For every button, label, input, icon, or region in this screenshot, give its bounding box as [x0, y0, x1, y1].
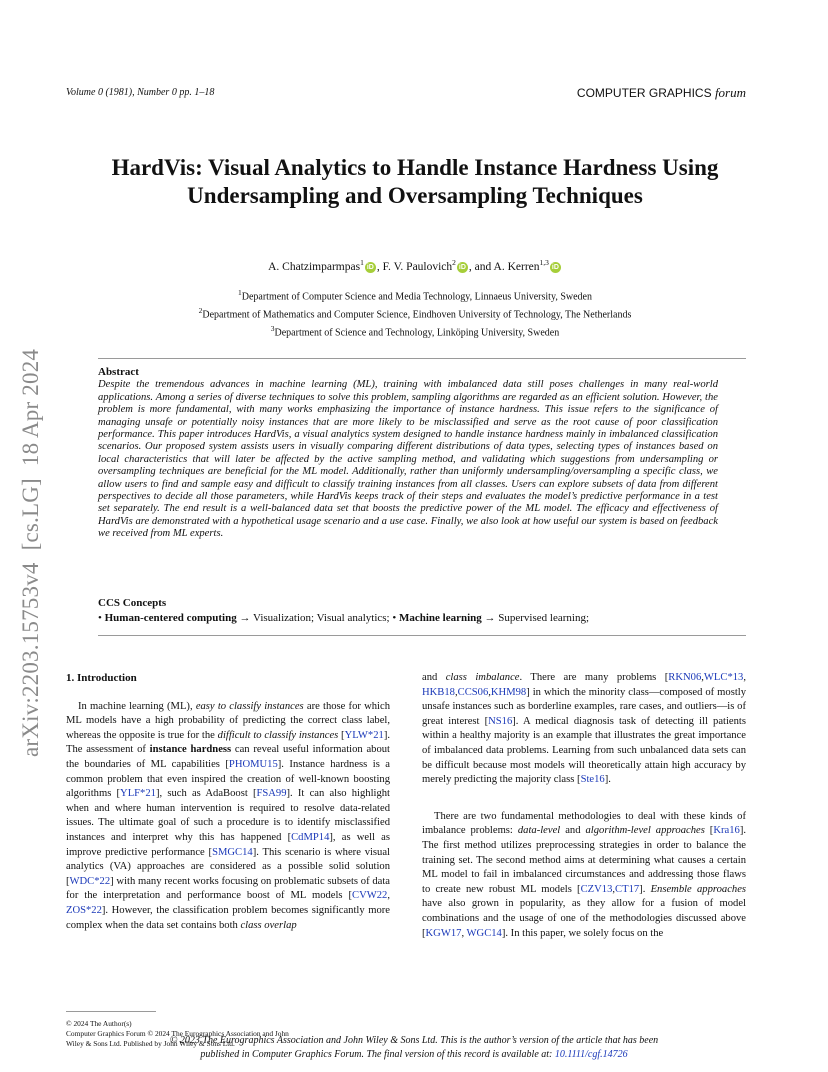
emphasis: class imbalance — [445, 672, 520, 683]
text: There are two fundamental methodologies to deal with these kinds of imbalance problems: — [422, 810, 746, 837]
citation-link[interactable]: CT17 — [615, 883, 640, 895]
text: ]. In this paper, we solely focus on the — [501, 927, 664, 939]
arrow-icon: → — [239, 612, 251, 624]
title-line-2: Undersampling and Oversampling Techniques — [187, 183, 643, 208]
author-sep-1: , — [376, 260, 383, 273]
citation-link[interactable]: WLC*13 — [703, 672, 744, 683]
arxiv-stamp — [14, 287, 48, 757]
version-notice — [100, 1034, 728, 1061]
copyright-line: © 2024 The Author(s) — [66, 1019, 132, 1028]
abstract — [98, 366, 718, 541]
abstract-heading: Abstract — [98, 366, 139, 378]
abstract-text: Despite the tremendous advances in machine learning (ML), training with imbalanced data still poses challenges in many real-world applications. Among a series of diverse techniques to solve this problem, sampling algorithms are regarded as an efficient solution. However, the problem is more fundamental, with many works emphasizing the importance of instance hardness. This issue refers to the significance of managing unsafe or potentially noisy instances that are more likely to be misclassified and serve as the root cause of poor classification performance. This paper introduces HardVis, a visual analytics system designed to handle instance hardness mainly in imbalanced classification scenarios. Our proposed system assists users in visually comparing different distributions of data types, selecting types of instances based on local characteristics that will later be affected by the active sampling method, and validating which suggestions from undersampling or oversampling techniques are beneficial for the ML model. Additionally, rather than uniformly undersampling/oversampling a specific class, we allow users to find and sample easy and difficult to classify training instances from all classes. Users can explore subsets of data from different perspectives to decide all those parameters, while HardVis keeps track of their steps and evaluates the model’s predictive performance in a test set separately. The end result is a well-balanced data set that boosts the predictive power of the ML model. The efficacy and effectiveness of HardVis are demonstrated with a hypothetical usage scenario and a use case. Finally, we also look at how useful our system is based on feedback we received from ML experts. — [98, 379, 718, 540]
text: are those for which ML models have a high probability of predicting the correct class label, whereas the opposite is true for the — [66, 700, 390, 741]
citation-link[interactable]: YLF*21 — [120, 788, 156, 800]
text: , — [387, 890, 390, 902]
text: ]. The first method utilizes preprocessing strategies in order to balance the training set. The second method aims at determining what causes a certain ML model to fail in imbalanced circumstances and addressing those flaws to create new robust ML models [ — [422, 825, 746, 895]
paper-title — [60, 154, 770, 210]
footnote-divider — [66, 1011, 156, 1012]
text: ]. This scenario is where visual analytics (VA) approaches are considered as a possible solid solution [ — [66, 846, 391, 887]
text: , — [488, 686, 491, 698]
copyright-line: Computer Graphics Forum © 2024 The Eurographics Association and John — [66, 1029, 289, 1039]
citation-link[interactable]: WGC14 — [466, 927, 502, 939]
text: have also grown in popularity, as they allow for a fusion of model combinations and the usage of one of the methodologies discussed above [ — [422, 898, 746, 939]
citation-link[interactable]: CCS06 — [457, 686, 489, 698]
version-text: published in Computer Graphics Forum. The final version of this record is available at: — [200, 1048, 555, 1060]
text: , — [612, 883, 616, 895]
text: ] with many recent works focusing on problematic subsets of data for the interpretation and performance boost of ML models [ — [66, 875, 390, 902]
citation-link[interactable]: ZOS*22 — [66, 904, 102, 916]
text: ]. A medical diagnosis task of detecting ill patients within a healthy majority is an example that illustrates the great importance of imbalanced data problems. Learning from such unbalanced data sets can be difficult because most models will theoretically attain high accuracy by merely predicting the majority class [ — [422, 715, 746, 786]
affiliation-3 — [60, 322, 770, 340]
paragraph-gap — [422, 788, 746, 810]
citation-link[interactable]: KGW17 — [425, 927, 462, 939]
affiliation-2 — [60, 304, 770, 322]
arxiv-id: arXiv:2203.15753v4 — [18, 562, 43, 757]
text: [ — [704, 825, 714, 837]
citation-link[interactable]: CVW22 — [352, 890, 388, 902]
citation-link[interactable]: WDC*22 — [69, 875, 111, 887]
text: and — [560, 825, 586, 837]
bullet-icon: • — [98, 612, 102, 624]
affiliations — [60, 286, 770, 339]
emphasis: data-level — [517, 825, 561, 837]
text: ], such as AdaBoost [ — [155, 788, 257, 800]
version-line-2 — [100, 1048, 728, 1062]
paragraph — [66, 700, 390, 934]
orcid-icon[interactable]: iD — [551, 263, 559, 271]
section-title: 1. Introduction — [66, 672, 137, 684]
ccs-concept-2-detail: Supervised learning; — [498, 612, 589, 624]
citation-link[interactable]: Ste16 — [580, 774, 605, 786]
journal-info: Volume 0 (1981), Number 0 pp. 1–18 — [66, 87, 215, 98]
arrow-icon: → — [484, 612, 496, 624]
left-column — [66, 671, 390, 933]
emphasis: algorithm-level approaches — [585, 825, 705, 837]
text: ]. — [604, 774, 611, 786]
author-2: F. V. Paulovich — [382, 260, 453, 273]
paragraph — [422, 671, 746, 788]
text: [ — [338, 729, 345, 741]
citation-link[interactable]: SMGC14 — [212, 846, 253, 858]
emphasis: easy to classify instances — [195, 700, 304, 712]
citation-link[interactable]: CZV13 — [580, 883, 613, 895]
affiliation-3-sup: 3 — [270, 323, 275, 333]
copyright-line: Wiley & Sons Ltd. Published by John Wiley & Sons Ltd. — [66, 1039, 235, 1049]
arxiv-category: [cs.LG] — [18, 478, 43, 551]
citation-link[interactable]: PHOMU15 — [228, 758, 278, 770]
right-column — [422, 671, 746, 941]
text: and — [422, 672, 446, 683]
version-line-1: © 2023 The Eurographics Association and John Wiley & Sons Ltd. This is the author’s version of the article that has been — [169, 1035, 659, 1046]
text: , — [454, 686, 458, 698]
citation-link[interactable]: HKB18 — [422, 686, 455, 698]
ccs-concept-1: Human-centered computing — [104, 612, 237, 624]
text: ] in which the minority class—composed of mostly unsafe instances such as borderline examples, rare cases, and outliers—is of great interest [ — [422, 686, 746, 727]
emphasis: Ensemble approaches — [650, 883, 747, 895]
title-line-1: HardVis: Visual Analytics to Handle Instance Hardness Using — [111, 155, 719, 180]
ccs-concepts — [98, 596, 738, 626]
text: , — [461, 927, 467, 939]
citation-link[interactable]: FSA99 — [256, 788, 287, 800]
paragraph — [422, 810, 746, 941]
author-1: A. Chatzimparmpas — [268, 260, 361, 273]
citation-link[interactable]: NS16 — [488, 715, 513, 727]
text: can reveal useful information about the boundaries of ML capabilities [ — [66, 744, 390, 770]
affiliation-1 — [60, 286, 770, 304]
citation-link[interactable]: KHM98 — [490, 686, 527, 698]
text: ]. Instance hardness is a common problem that even inspired the creation of well-known boosting algorithms [ — [66, 758, 391, 800]
text: ], as well as improve predictive performance [ — [66, 831, 390, 858]
affiliation-1-text: Department of Computer Science and Media Technology, Linnaeus University, Sweden — [241, 291, 592, 303]
citation-link[interactable]: CdMP14 — [291, 831, 330, 843]
text: ]. It can also highlight when and where human intervention is required to resolve data-related issues. The ultimate goal of such a procedure is to identify misclassified instances and interpret why this has happened [ — [66, 788, 390, 843]
text: ]. — [639, 883, 651, 895]
bullet-icon: • — [392, 612, 397, 624]
author-2-sup: 2 — [452, 258, 456, 267]
divider — [98, 358, 746, 359]
citation-link[interactable]: Kra16 — [713, 825, 740, 837]
ccs-concept-2: Machine learning — [398, 612, 482, 624]
affiliation-1-sup: 1 — [238, 288, 242, 297]
affiliation-2-text: Department of Mathematics and Computer Science, Eindhoven University of Technology, The Netherlands — [202, 309, 632, 321]
ccs-concept-1-detail: Visualization; Visual analytics; — [253, 612, 390, 624]
arxiv-date: 18 Apr 2024 — [18, 348, 43, 467]
ccs-line — [98, 611, 738, 626]
journal-name-main: COMPUTER GRAPHICS — [576, 86, 712, 100]
emphasis: difficult to classify instances — [217, 729, 339, 741]
orcid-icon[interactable]: iD — [458, 263, 466, 271]
doi-link[interactable]: 10.1111/cgf.14726 — [554, 1048, 628, 1060]
orcid-icon[interactable]: iD — [366, 263, 374, 271]
text: , — [743, 672, 746, 683]
text: ]. However, the classification problem becomes significantly more complex when the data set contains both — [66, 904, 390, 931]
journal-name — [577, 85, 746, 101]
emphasis: class overlap — [240, 919, 297, 931]
text: . There are many problems [ — [519, 672, 669, 683]
author-sep-2: , and — [468, 260, 494, 273]
author-3-sup: 1,3 — [539, 258, 549, 267]
text: ]. The assessment of — [66, 729, 390, 756]
text: , — [701, 672, 704, 683]
strong: instance hardness — [149, 744, 232, 756]
affiliation-2-sup: 2 — [198, 305, 203, 315]
author-1-sup: 1 — [360, 258, 364, 267]
text: In machine learning (ML), — [78, 700, 196, 712]
author-3: A. Kerren — [493, 260, 540, 273]
ccs-heading: CCS Concepts — [98, 597, 167, 609]
citation-link[interactable]: YLW*21 — [344, 729, 384, 741]
divider — [98, 635, 746, 636]
citation-link[interactable]: RKN06 — [668, 672, 702, 683]
journal-name-italic: forum — [714, 85, 746, 100]
author-list — [60, 258, 770, 273]
affiliation-3-text: Department of Science and Technology, Linköping University, Sweden — [274, 326, 560, 338]
